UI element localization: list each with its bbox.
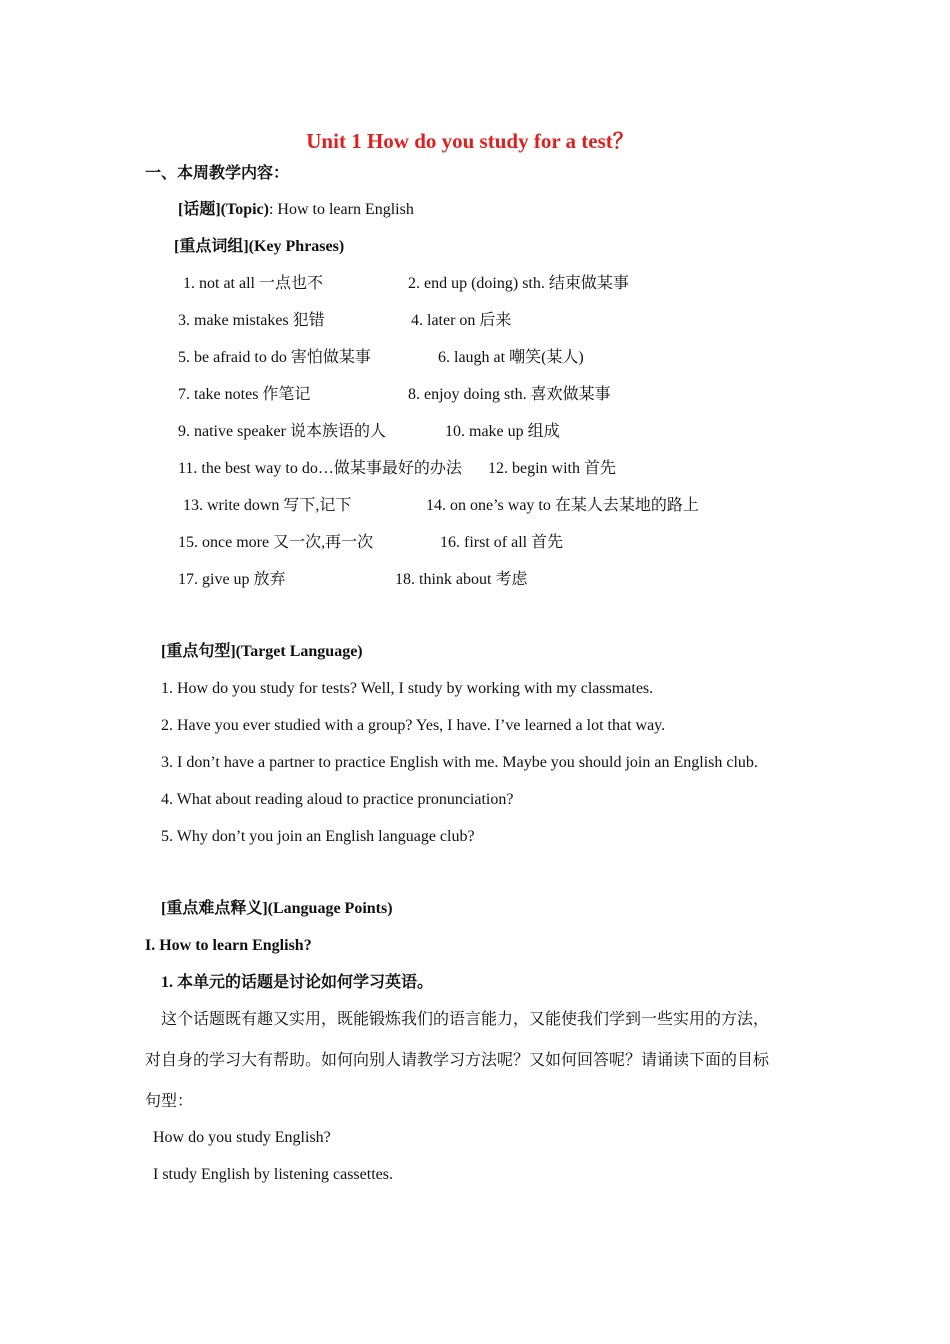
example-sentence: How do you study English?: [153, 1129, 331, 1146]
key-phrase-item: 3. make mistakes 犯错: [178, 312, 325, 329]
section-i-heading: I. How to learn English?: [145, 937, 312, 954]
paragraph-line: 对自身的学习大有帮助。如何向别人请教学习方法呢？又如何回答呢？请诵读下面的目标: [145, 1052, 770, 1069]
key-phrase-item: 5. be afraid to do 害怕做某事: [178, 349, 371, 366]
key-phrase-item: 14. on one’s way to 在某人去某地的路上: [426, 497, 699, 514]
key-phrase-item: 6. laugh at 嘲笑(某人): [438, 349, 584, 366]
section-heading: 一、本周教学内容：: [145, 165, 290, 182]
example-sentence: I study English by listening cassettes.: [153, 1166, 393, 1183]
key-phrases-heading: [重点词组](Key Phrases): [174, 238, 345, 255]
paragraph-line: 句型：: [145, 1093, 194, 1110]
key-phrase-item: 7. take notes 作笔记: [178, 386, 311, 403]
key-phrase-item: 1. not at all 一点也不: [183, 275, 323, 292]
key-phrase-item: 2. end up (doing) sth. 结束做某事: [408, 275, 629, 292]
paragraph-line: 这个话题既有趣又实用，既能锻炼我们的语言能力，又能使我们学到一些实用的方法，: [161, 1011, 770, 1028]
page-title: Unit 1 How do you study for a test？: [306, 129, 634, 153]
key-phrase-item: 17. give up 放弃: [178, 571, 286, 588]
target-language-heading: [重点句型](Target Language): [161, 643, 363, 660]
key-phrase-item: 15. once more 又一次,再一次: [178, 534, 374, 551]
key-phrase-item: 12. begin with 首先: [488, 460, 616, 477]
topic-text: : How to learn English: [268, 201, 414, 218]
target-sentence: 2. Have you ever studied with a group? Yes, I have. I’ve learned a lot that way.: [161, 717, 666, 734]
key-phrase-item: 18. think about 考虑: [395, 571, 528, 588]
key-phrase-item: 8. enjoy doing sth. 喜欢做某事: [408, 386, 611, 403]
key-phrase-item: 11. the best way to do…做某事最好的办法: [178, 460, 462, 477]
target-sentence: 5. Why don’t you join an English language club?: [161, 828, 475, 845]
point-1-heading: 1. 本单元的话题是讨论如何学习英语。: [161, 974, 434, 991]
target-sentence: 1. How do you study for tests? Well, I study by working with my classmates.: [161, 680, 654, 697]
target-sentence: 3. I don’t have a partner to practice English with me. Maybe you should join an English club.: [161, 754, 758, 771]
topic-line: [178, 200, 414, 220]
key-phrase-item: 13. write down 写下,记下: [183, 497, 352, 514]
key-phrase-item: 16. first of all 首先: [440, 534, 564, 551]
topic-label: [话题](Topic): [178, 201, 269, 218]
language-points-heading: [重点难点释义](Language Points): [161, 900, 393, 917]
key-phrase-item: 10. make up 组成: [445, 423, 560, 440]
target-sentence: 4. What about reading aloud to practice pronunciation?: [161, 791, 514, 808]
key-phrase-item: 9. native speaker 说本族语的人: [178, 423, 386, 440]
key-phrase-item: 4. later on 后来: [411, 312, 512, 329]
